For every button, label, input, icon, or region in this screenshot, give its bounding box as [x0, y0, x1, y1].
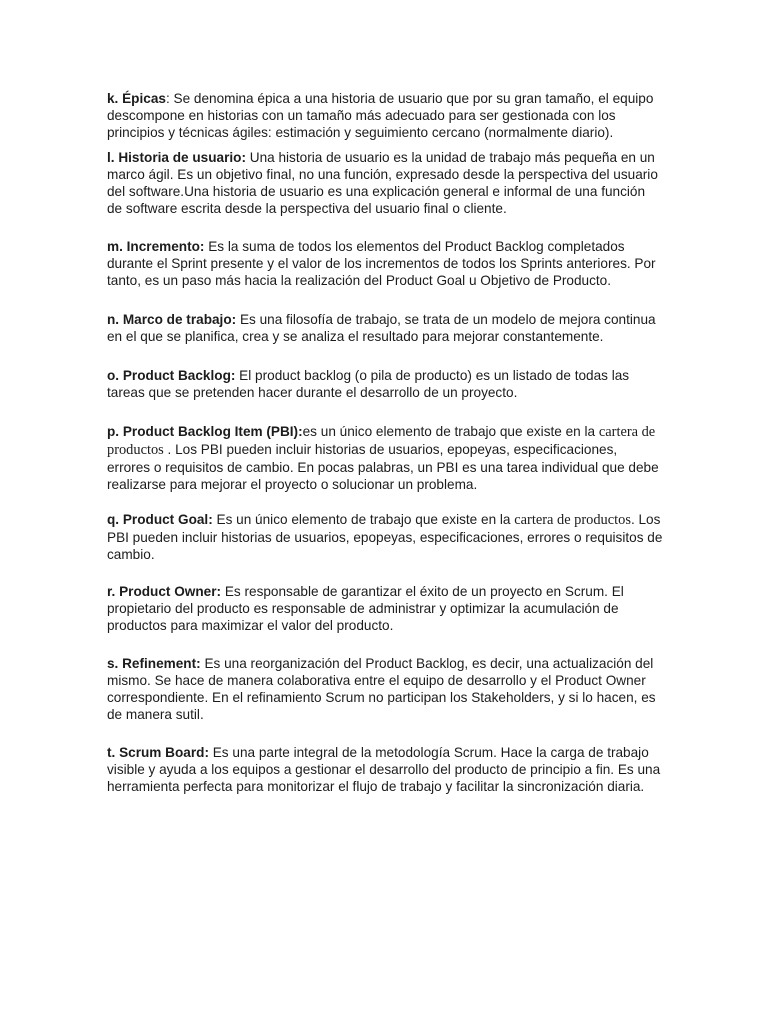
entry-product-backlog-item — [107, 423, 663, 493]
entry-body-serif: cartera de productos — [514, 512, 631, 528]
entry-term: t. Scrum Board: — [107, 745, 209, 760]
entry-term: p. Product Backlog Item (PBI): — [107, 424, 303, 439]
entry-historia-de-usuario — [107, 149, 663, 217]
entry-term: o. Product Backlog: — [107, 368, 236, 383]
entry-term: q. Product Goal: — [107, 512, 213, 527]
entry-body: Es una parte integral de la metodología Scrum. Hace la carga de trabajo visible y ayuda a los equipos a gestionar el desarrollo del producto de principio a fin. Es una herramienta perfecta para monitorizar el flujo de trabajo y facilitar la sincronización diaria. — [107, 745, 661, 794]
entry-body: . Los PBI pueden incluir historias de usuarios, epopeyas, especificaciones, errores o requisitos de cambio. En pocas palabras, un PBI es una tarea individual que debe realizarse para mejorar el proyecto o solucionar un problema. — [107, 442, 659, 492]
entry-refinement — [107, 655, 663, 723]
entry-term: m. Incremento: — [107, 239, 205, 254]
entry-body: es un único elemento de trabajo que existe en la — [302, 424, 599, 439]
entry-term: n. Marco de trabajo: — [107, 312, 237, 327]
entry-scrum-board — [107, 744, 663, 795]
document-page — [107, 90, 663, 795]
entry-body: : Se denomina épica a una historia de usuario que por su gran tamaño, el equipo descompone en historias con un tamaño más adecuado para ser gestionada con los principios y técnicas ágiles: estimación y seguimiento cercano (normalmente diario). — [107, 91, 654, 140]
entry-product-backlog — [107, 367, 663, 401]
entry-epicas — [107, 90, 663, 141]
entry-term: s. Refinement: — [107, 656, 201, 671]
entry-term: l. Historia de usuario: — [107, 150, 246, 165]
entry-term: r. Product Owner: — [107, 584, 222, 599]
entry-marco-de-trabajo — [107, 311, 663, 345]
entry-body: Es un único elemento de trabajo que existe en la — [212, 512, 515, 527]
entry-body: Es una filosofía de trabajo, se trata de un modelo de mejora continua en el que se planifica, crea y se analiza el resultado para mejorar constantemente. — [107, 312, 656, 344]
entry-body: Es una reorganización del Product Backlog, es decir, una actualización del mismo. Se hace de manera colaborativa entre el equipo de desarrollo y el Product Owner correspondiente. En el refinamiento Scrum no participan los Stakeholders, y si lo hacen, es de manera sutil. — [107, 656, 656, 722]
entry-product-owner — [107, 583, 663, 634]
entry-body: Una historia de usuario es la unidad de trabajo más pequeña en un marco ágil. Es un objetivo final, no una función, expresado desde la perspectiva del usuario del software.Una historia de usuario es una explicación general e informal de una función de software escrita desde la perspectiva del usuario final o cliente. — [107, 150, 658, 216]
entry-body: . Los PBI pueden incluir historias de usuarios, epopeyas, especificaciones, errores o requisitos de cambio. — [107, 512, 663, 562]
entry-body: Es responsable de garantizar el éxito de un proyecto en Scrum. El propietario del producto es responsable de administrar y optimizar la acumulación de productos para maximizar el valor del producto. — [107, 584, 624, 633]
entry-body-serif: cartera de productos — [107, 424, 656, 458]
entry-body: El product backlog (o pila de producto) es un listado de todas las tareas que se pretenden hacer durante el desarrollo de un proyecto. — [107, 368, 630, 400]
entry-product-goal — [107, 511, 663, 563]
entry-body: Es la suma de todos los elementos del Product Backlog completados durante el Sprint presente y el valor de los incrementos de todos los Sprints anteriores. Por tanto, es un paso más hacia la realización del Product Goal u Objetivo de Producto. — [107, 239, 656, 288]
entry-incremento — [107, 238, 663, 289]
entry-term: k. Épicas — [107, 91, 166, 106]
